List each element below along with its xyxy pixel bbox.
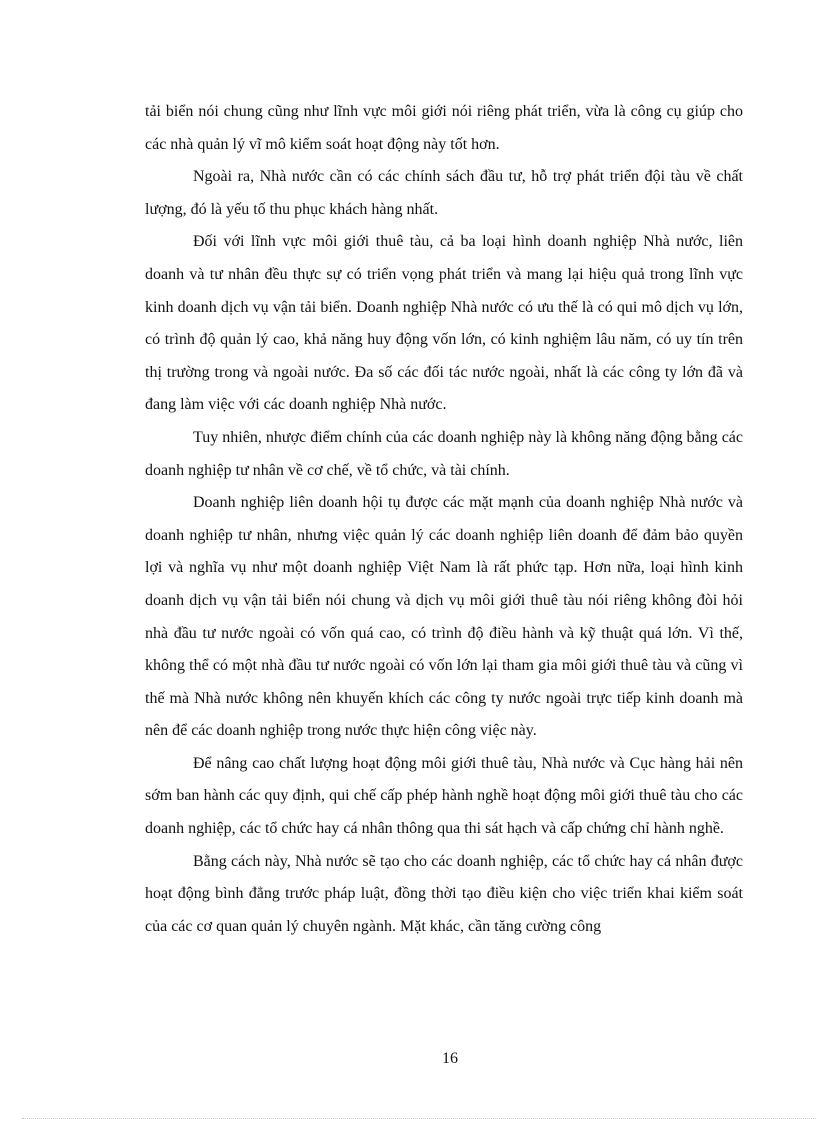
page-number: 16 <box>442 1050 458 1067</box>
paragraph: Ngoài ra, Nhà nước cần có các chính sách đầu tư, hỗ trợ phát triển đội tàu về chất lượng, đó là yếu tố thu phục khách hàng nhất. <box>145 168 743 218</box>
paragraph-continuation: tải biển nói chung cũng như lĩnh vực môi giới nói riêng phát triển, vừa là công cụ giúp cho các nhà quản lý vĩ mô kiểm soát hoạt động này tốt hơn. <box>145 103 743 153</box>
paragraph: Bằng cách này, Nhà nước sẽ tạo cho các doanh nghiệp, các tổ chức hay cá nhân được hoạt động bình đẳng trước pháp luật, đồng thời tạo điều kiện cho việc triển khai kiểm soát của các cơ quan quản lý chuyên ngành. Mặt khác, cần tăng cường công <box>145 852 743 935</box>
paragraph: Tuy nhiên, nhược điểm chính của các doanh nghiệp này là không năng động bằng các doanh nghiệp tư nhân về cơ chế, về tổ chức, và tài chính. <box>145 428 743 479</box>
document-body <box>145 96 743 943</box>
page-bottom-border <box>22 1118 816 1119</box>
paragraph: Đối với lĩnh vực môi giới thuê tàu, cả ba loại hình doanh nghiệp Nhà nước, liên doanh và tư nhân đều thực sự có triển vọng phát triển và mang lại hiệu quả trong lĩnh vực kinh doanh dịch vụ vận tải biển. Doanh nghiệp Nhà nước có ưu thế là có qui mô dịch vụ lớn, có trình độ quản lý cao, khả năng huy động vốn lớn, có kinh nghiệm lâu năm, có uy tín trên thị trường trong và ngoài nước. Đa số các đối tác nước ngoài, nhất là các công ty lớn đã và đang làm việc với các doanh nghiệp Nhà nước. <box>145 233 743 414</box>
paragraph: Doanh nghiệp liên doanh hội tụ được các mặt mạnh của doanh nghiệp Nhà nước và doanh nghiệp tư nhân, nhưng việc quản lý các doanh nghiệp liên doanh để đảm bảo quyền lợi và nghĩa vụ như một doanh nghiệp Việt Nam là rất phức tạp. Hơn nữa, loại hình kinh doanh dịch vụ vận tải biển nói chung và dịch vụ môi giới thuê tàu nói riêng không đòi hỏi nhà đầu tư nước ngoài có vốn quá cao, có trình độ điều hành và kỹ thuật quá lớn. Vì thế, không thể có một nhà đầu tư nước ngoài có vốn lớn lại tham gia môi giới thuê tàu và cũng vì thế mà Nhà nước không nên khuyến khích các công ty nước ngoài trực tiếp kinh doanh mà nên để các doanh nghiệp trong nước thực hiện công việc này. <box>145 494 743 740</box>
paragraph: Để nâng cao chất lượng hoạt động môi giới thuê tàu, Nhà nước và Cục hàng hải nên sớm ban hành các quy định, qui chế cấp phép hành nghề hoạt động môi giới thuê tàu cho các doanh nghiệp, các tổ chức hay cá nhân thông qua thi sát hạch và cấp chứng chỉ hành nghề. <box>145 754 743 838</box>
